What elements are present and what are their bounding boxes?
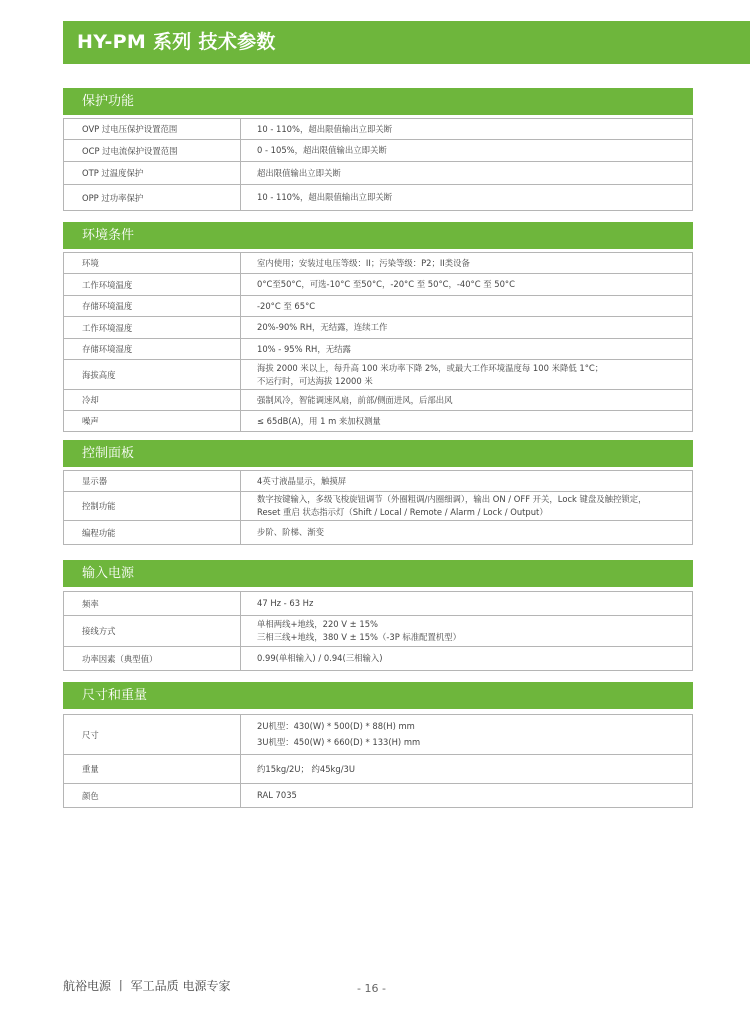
spec-key: 接线方式 — [64, 616, 241, 647]
page-title: HY-PM 系列 技术参数 — [63, 21, 750, 64]
spec-key: 控制功能 — [64, 492, 241, 521]
table-row — [64, 411, 693, 432]
section-header-dimensions: 尺寸和重量 — [63, 682, 693, 709]
control-table — [63, 470, 693, 545]
table-row — [64, 274, 693, 296]
spec-value: 0 - 105%，超出限值输出立即关断 — [241, 140, 693, 162]
table-row — [64, 317, 693, 339]
table-row — [64, 185, 693, 211]
spec-value-line: 2U机型：430(W) * 500(D) * 88(H) mm — [257, 721, 415, 731]
section-header-input: 输入电源 — [63, 560, 693, 587]
spec-value: 20%-90% RH，无结露，连续工作 — [241, 317, 693, 339]
table-row — [64, 390, 693, 411]
spec-value — [241, 715, 693, 755]
spec-key: 功率因素（典型值） — [64, 647, 241, 671]
spec-key: 环境 — [64, 253, 241, 274]
section-header-control: 控制面板 — [63, 440, 693, 467]
spec-value: 10 - 110%，超出限值输出立即关断 — [241, 185, 693, 211]
table-row — [64, 253, 693, 274]
table-row — [64, 119, 693, 140]
table-row — [64, 296, 693, 317]
table-row — [64, 162, 693, 185]
spec-key: 存储环境温度 — [64, 296, 241, 317]
spec-key: 重量 — [64, 755, 241, 784]
spec-value — [241, 492, 693, 521]
spec-key: 海拔高度 — [64, 360, 241, 390]
table-row — [64, 140, 693, 162]
spec-value — [241, 616, 693, 647]
page-number: - 16 - — [357, 982, 386, 995]
spec-value — [241, 360, 693, 390]
table-row — [64, 755, 693, 784]
spec-key: 存储环境湿度 — [64, 339, 241, 360]
spec-key: OTP 过温度保护 — [64, 162, 241, 185]
spec-key: 颜色 — [64, 784, 241, 808]
protection-table — [63, 118, 693, 211]
spec-value: 10 - 110%，超出限值输出立即关断 — [241, 119, 693, 140]
spec-value: 0.99(单相输入) / 0.94(三相输入) — [241, 647, 693, 671]
spec-value: 10% - 95% RH，无结露 — [241, 339, 693, 360]
footer-brand: 航裕电源 丨 军工品质 电源专家 — [63, 979, 231, 993]
environment-table — [63, 252, 693, 432]
table-row — [64, 592, 693, 616]
spec-value-line: 单相两线+地线，220 V ± 15% — [257, 619, 378, 629]
table-row — [64, 521, 693, 545]
spec-value: 4英寸液晶显示，触摸屏 — [241, 471, 693, 492]
spec-value-line: 海拔 2000 米以上，每升高 100 米功率下降 2%，或最大工作环境温度每 100 米降低 1°C； — [257, 362, 604, 373]
spec-value-line: 3U机型：450(W) * 660(D) * 133(H) mm — [257, 737, 421, 747]
spec-key: 噪声 — [64, 411, 241, 432]
spec-value-line: 数字按键输入，多级飞梭旋钮调节（外圈粗调/内圈细调），输出 ON / OFF 开关，Lock 键盘及触控锁定， — [257, 494, 647, 504]
table-row — [64, 360, 693, 390]
spec-value-line: Reset 重启 状态指示灯（Shift / Local / Remote / Alarm / Lock / Output） — [257, 507, 548, 517]
spec-value: RAL 7035 — [241, 784, 693, 808]
spec-key: 频率 — [64, 592, 241, 616]
spec-key: 工作环境湿度 — [64, 317, 241, 339]
spec-value: 超出限值输出立即关断 — [241, 162, 693, 185]
spec-value-line: 三相三线+地线，380 V ± 15%（-3P 标准配置机型） — [257, 632, 462, 642]
table-row — [64, 647, 693, 671]
section-header-protection: 保护功能 — [63, 88, 693, 115]
spec-key: 编程功能 — [64, 521, 241, 545]
spec-key: 显示器 — [64, 471, 241, 492]
spec-value: 步阶、阶梯、渐变 — [241, 521, 693, 545]
spec-key: OCP 过电流保护设置范围 — [64, 140, 241, 162]
spec-value-line: 不运行时，可达海拔 12000 米 — [257, 375, 373, 386]
spec-value: ≤ 65dB(A)，用 1 m 来加权测量 — [241, 411, 693, 432]
spec-key: 尺寸 — [64, 715, 241, 755]
dimensions-table — [63, 714, 693, 808]
spec-key: 冷却 — [64, 390, 241, 411]
spec-value: 室内使用；安装过电压等级：II；污染等级：P2；II类设备 — [241, 253, 693, 274]
table-row — [64, 492, 693, 521]
spec-key: OVP 过电压保护设置范围 — [64, 119, 241, 140]
spec-value: 0°C至50°C，可选-10°C 至50°C，-20°C 至 50°C，-40°C 至 50°C — [241, 274, 693, 296]
spec-key: OPP 过功率保护 — [64, 185, 241, 211]
table-row — [64, 471, 693, 492]
spec-value: -20°C 至 65°C — [241, 296, 693, 317]
table-row — [64, 715, 693, 755]
spec-key: 工作环境温度 — [64, 274, 241, 296]
spec-value: 47 Hz - 63 Hz — [241, 592, 693, 616]
spec-value: 约15kg/2U； 约45kg/3U — [241, 755, 693, 784]
table-row — [64, 784, 693, 808]
spec-value: 强制风冷，智能调速风扇，前部/侧面进风，后部出风 — [241, 390, 693, 411]
table-row — [64, 616, 693, 647]
input-table — [63, 591, 693, 671]
table-row — [64, 339, 693, 360]
section-header-environment: 环境条件 — [63, 222, 693, 249]
